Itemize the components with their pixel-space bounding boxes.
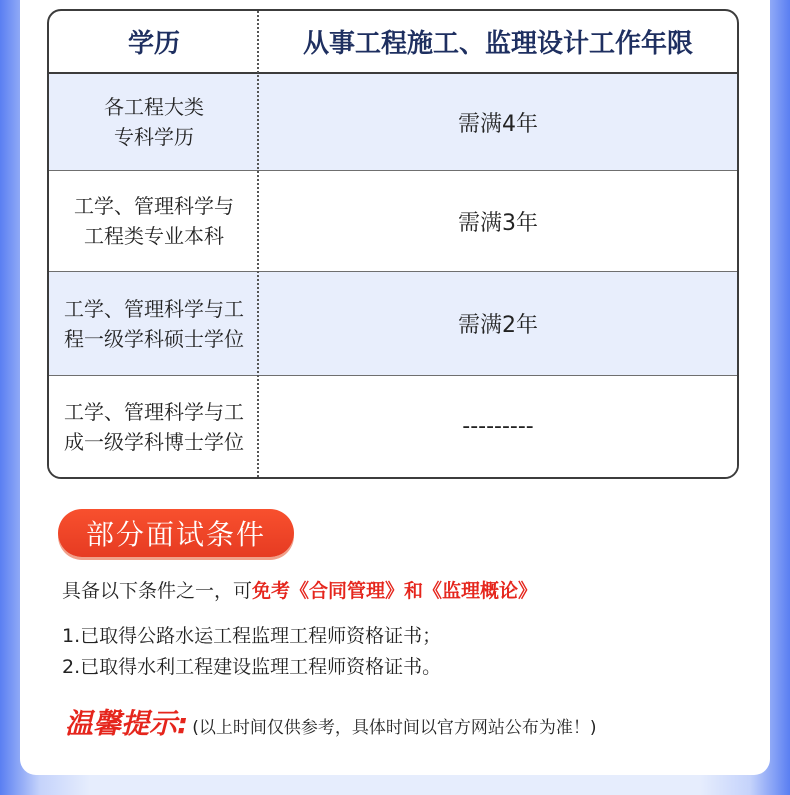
table-row [49,272,737,376]
table-row [49,376,737,477]
header-education: 学历 [127,29,180,59]
years-value: 需满4年 [458,111,538,137]
column-divider [257,11,259,477]
years-value: 需满3年 [458,210,538,236]
condition-item-2: 2.已取得水利工程建设监理工程师资格证书。 [62,656,442,678]
years-value: --------- [462,414,534,439]
education-cell [49,74,259,170]
years-cell [259,171,737,271]
requirements-table [47,9,739,479]
intro-highlight: 免考《合同管理》和《监理概论》 [252,580,538,602]
education-line-2: 专科学历 [114,125,194,149]
table-row [49,171,737,272]
education-line-1: 工学、管理科学与工 [64,296,244,321]
education-cell [49,171,259,271]
education-line-1: 工学、管理科学与工 [64,399,244,424]
education-line-1: 工学、管理科学与 [74,194,234,218]
education-line-2: 成一级学科博士学位 [64,429,244,454]
education-cell [49,272,259,375]
tip-block [65,702,596,742]
education-line-1: 各工程大类 [104,95,204,119]
condition-item-1: 1.已取得公路水运工程监理工程师资格证书； [62,625,442,647]
education-line-2: 工程类专业本科 [84,224,224,248]
intro-prefix: 具备以下条件之一，可 [62,580,253,602]
years-value: 需满2年 [458,313,538,338]
years-cell [259,74,737,170]
table-header-row [49,11,737,74]
years-cell [259,376,737,477]
education-line-2: 程一级学科硕士学位 [64,326,244,351]
header-work-years: 从事工程施工、监理设计工作年限 [302,29,693,59]
years-cell [259,272,737,375]
section-title: 部分面试条件 [85,518,266,551]
section-title-badge [58,509,294,557]
table-row [49,74,737,171]
conditions-intro [62,576,537,603]
education-cell [49,376,259,477]
tip-title: 温馨提示: [65,707,189,740]
tip-note: (以上时间仅供参考，具体时间以官方网站公布为准！) [192,718,597,738]
